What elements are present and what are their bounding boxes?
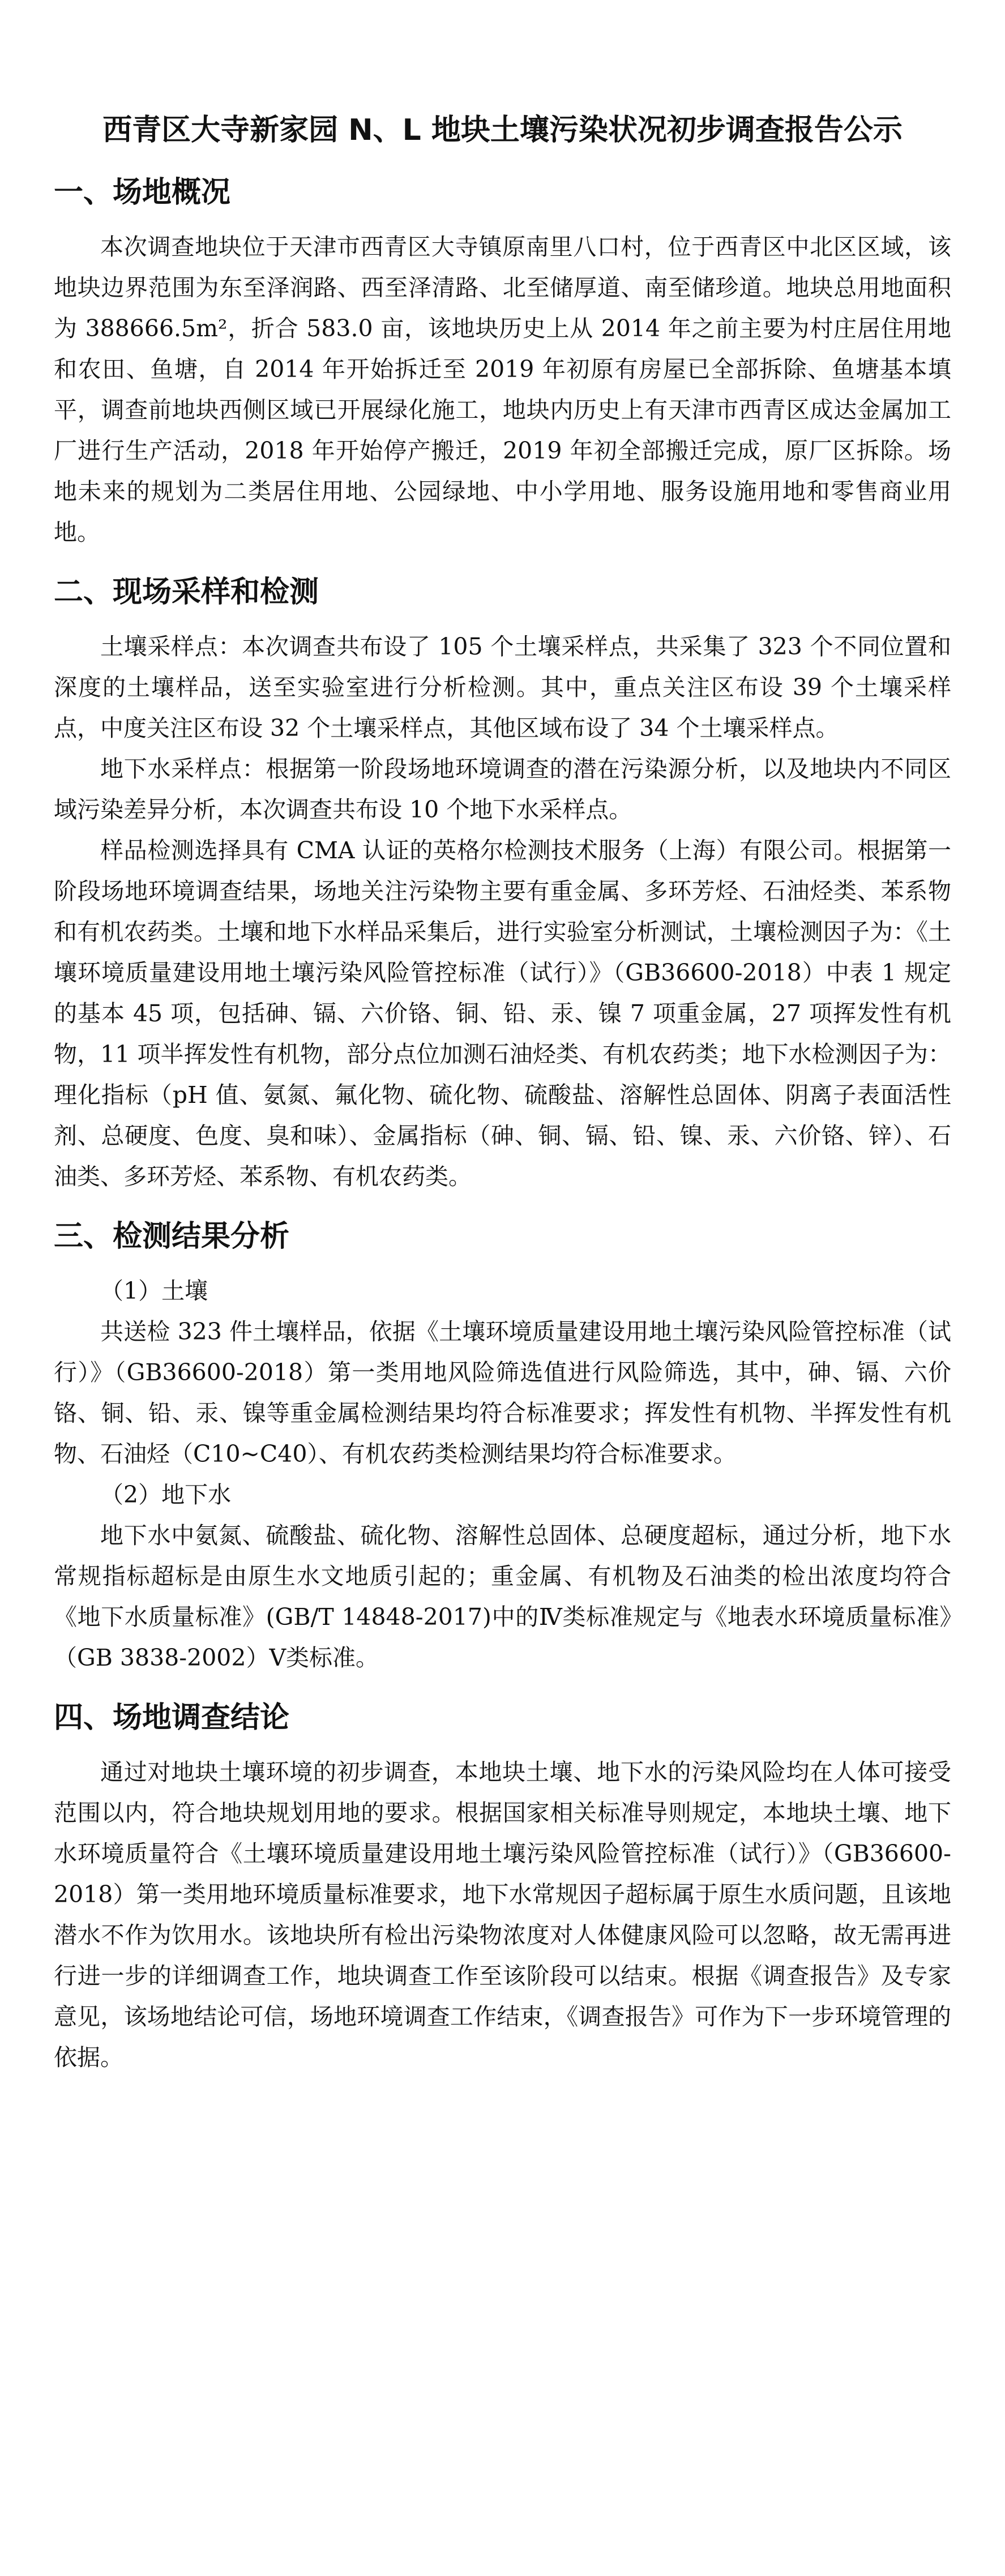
subsection-label-groundwater: （2）地下水 xyxy=(100,1481,232,1508)
subsection-label-soil: （1）土壤 xyxy=(100,1277,208,1304)
section-heading: 一、场地概况 xyxy=(54,176,231,209)
paragraph: 土壤采样点：本次调查共布设了 105 个土壤采样点，共采集了 323 个不同位置和深度的土壤样品，送至实验室进行分析检测。其中，重点关注区布设 39 个土壤采样点，中度关注区布设 32 个土壤采样点，其他区域布设了 34 个土壤采样点。 xyxy=(54,633,951,742)
paragraph: 地下水采样点：根据第一阶段场地环境调查的潜在污染源分析，以及地块内不同区域污染差异分析，本次调查共布设 10 个地下水采样点。 xyxy=(54,755,951,823)
section-heading: 三、检测结果分析 xyxy=(54,1219,290,1253)
section-results-analysis xyxy=(54,1214,951,1678)
section-sampling-testing xyxy=(54,570,951,1197)
section-heading: 二、现场采样和检测 xyxy=(54,575,319,609)
paragraph: 本次调查地块位于天津市西青区大寺镇原南里八口村，位于西青区中北区区域，该地块边界范围为东至泽润路、西至泽清路、北至储厚道、南至储珍道。地块总用地面积为 388666.5m²，折合 583.0 亩，该地块历史上从 2014 年之前主要为村庄居住用地和农田、鱼塘，自 2014 年开始拆迁至 2019 年初原有房屋已全部拆除、鱼塘基本填平，调查前地块西侧区域已开展绿化施工，地块内历史上有天津市西青区成达金属加工厂进行生产活动，2018 年开始停产搬迁，2019 年初全部搬迁完成，原厂区拆除。场地未来的规划为二类居住用地、公园绿地、中小学用地、服务设施用地和零售商业用地。 xyxy=(54,233,951,546)
document-title: 西青区大寺新家园 N、L 地块土壤污染状况初步调查报告公示 xyxy=(102,113,903,147)
section-conclusion xyxy=(54,1695,951,2078)
paragraph: 样品检测选择具有 CMA 认证的英格尔检测技术服务（上海）有限公司。根据第一阶段场地环境调查结果，场地关注污染物主要有重金属、多环芳烃、石油烃类、苯系物和有机农药类。土壤和地下水样品采集后，进行实验室分析测试，土壤检测因子为：《土壤环境质量建设用地土壤污染风险管控标准（试行）》（GB36600-2018）中表 1 规定的基本 45 项，包括砷、镉、六价铬、铜、铅、汞、镍 7 项重金属，27 项挥发性有机物，11 项半挥发性有机物，部分点位加测石油烃类、有机农药类；地下水检测因子为：理化指标（pH 值、氨氮、氟化物、硫化物、硫酸盐、溶解性总固体、阴离子表面活性剂、总硬度、色度、臭和味）、金属指标（砷、铜、镉、铅、镍、汞、六价铬、锌）、石油类、多环芳烃、苯系物、有机农药类。 xyxy=(54,837,951,1190)
paragraph: 地下水中氨氮、硫酸盐、硫化物、溶解性总固体、总硬度超标，通过分析，地下水常规指标超标是由原生水文地质引起的；重金属、有机物及石油类的检出浓度均符合《地下水质量标准》(GB/T 14848-2017)中的Ⅳ类标准规定与《地表水环境质量标准》（GB 3838-2002）Ⅴ类标准。 xyxy=(54,1522,951,1671)
section-site-overview xyxy=(54,170,951,553)
paragraph: 共送检 323 件土壤样品，依据《土壤环境质量建设用地土壤污染风险管控标准（试行）》（GB36600-2018）第一类用地风险筛选值进行风险筛选，其中，砷、镉、六价铬、铜、铅、汞、镍等重金属检测结果均符合标准要求；挥发性有机物、半挥发性有机物、石油烃（C10~C40）、有机农药类检测结果均符合标准要求。 xyxy=(54,1318,951,1467)
paragraph: 通过对地块土壤环境的初步调查，本地块土壤、地下水的污染风险均在人体可接受范围以内，符合地块规划用地的要求。根据国家相关标准导则规定，本地块土壤、地下水环境质量符合《土壤环境质量建设用地土壤污染风险管控标准（试行）》（GB36600-2018）第一类用地环境质量标准要求，地下水常规因子超标属于原生水质问题，且该地潜水不作为饮用水。该地块所有检出污染物浓度对人体健康风险可以忽略，故无需再进行进一步的详细调查工作，地块调查工作至该阶段可以结束。根据《调查报告》及专家意见，该场地结论可信，场地环境调查工作结束，《调查报告》可作为下一步环境管理的依据。 xyxy=(54,1758,951,2071)
section-heading: 四、场地调查结论 xyxy=(54,1701,290,1735)
